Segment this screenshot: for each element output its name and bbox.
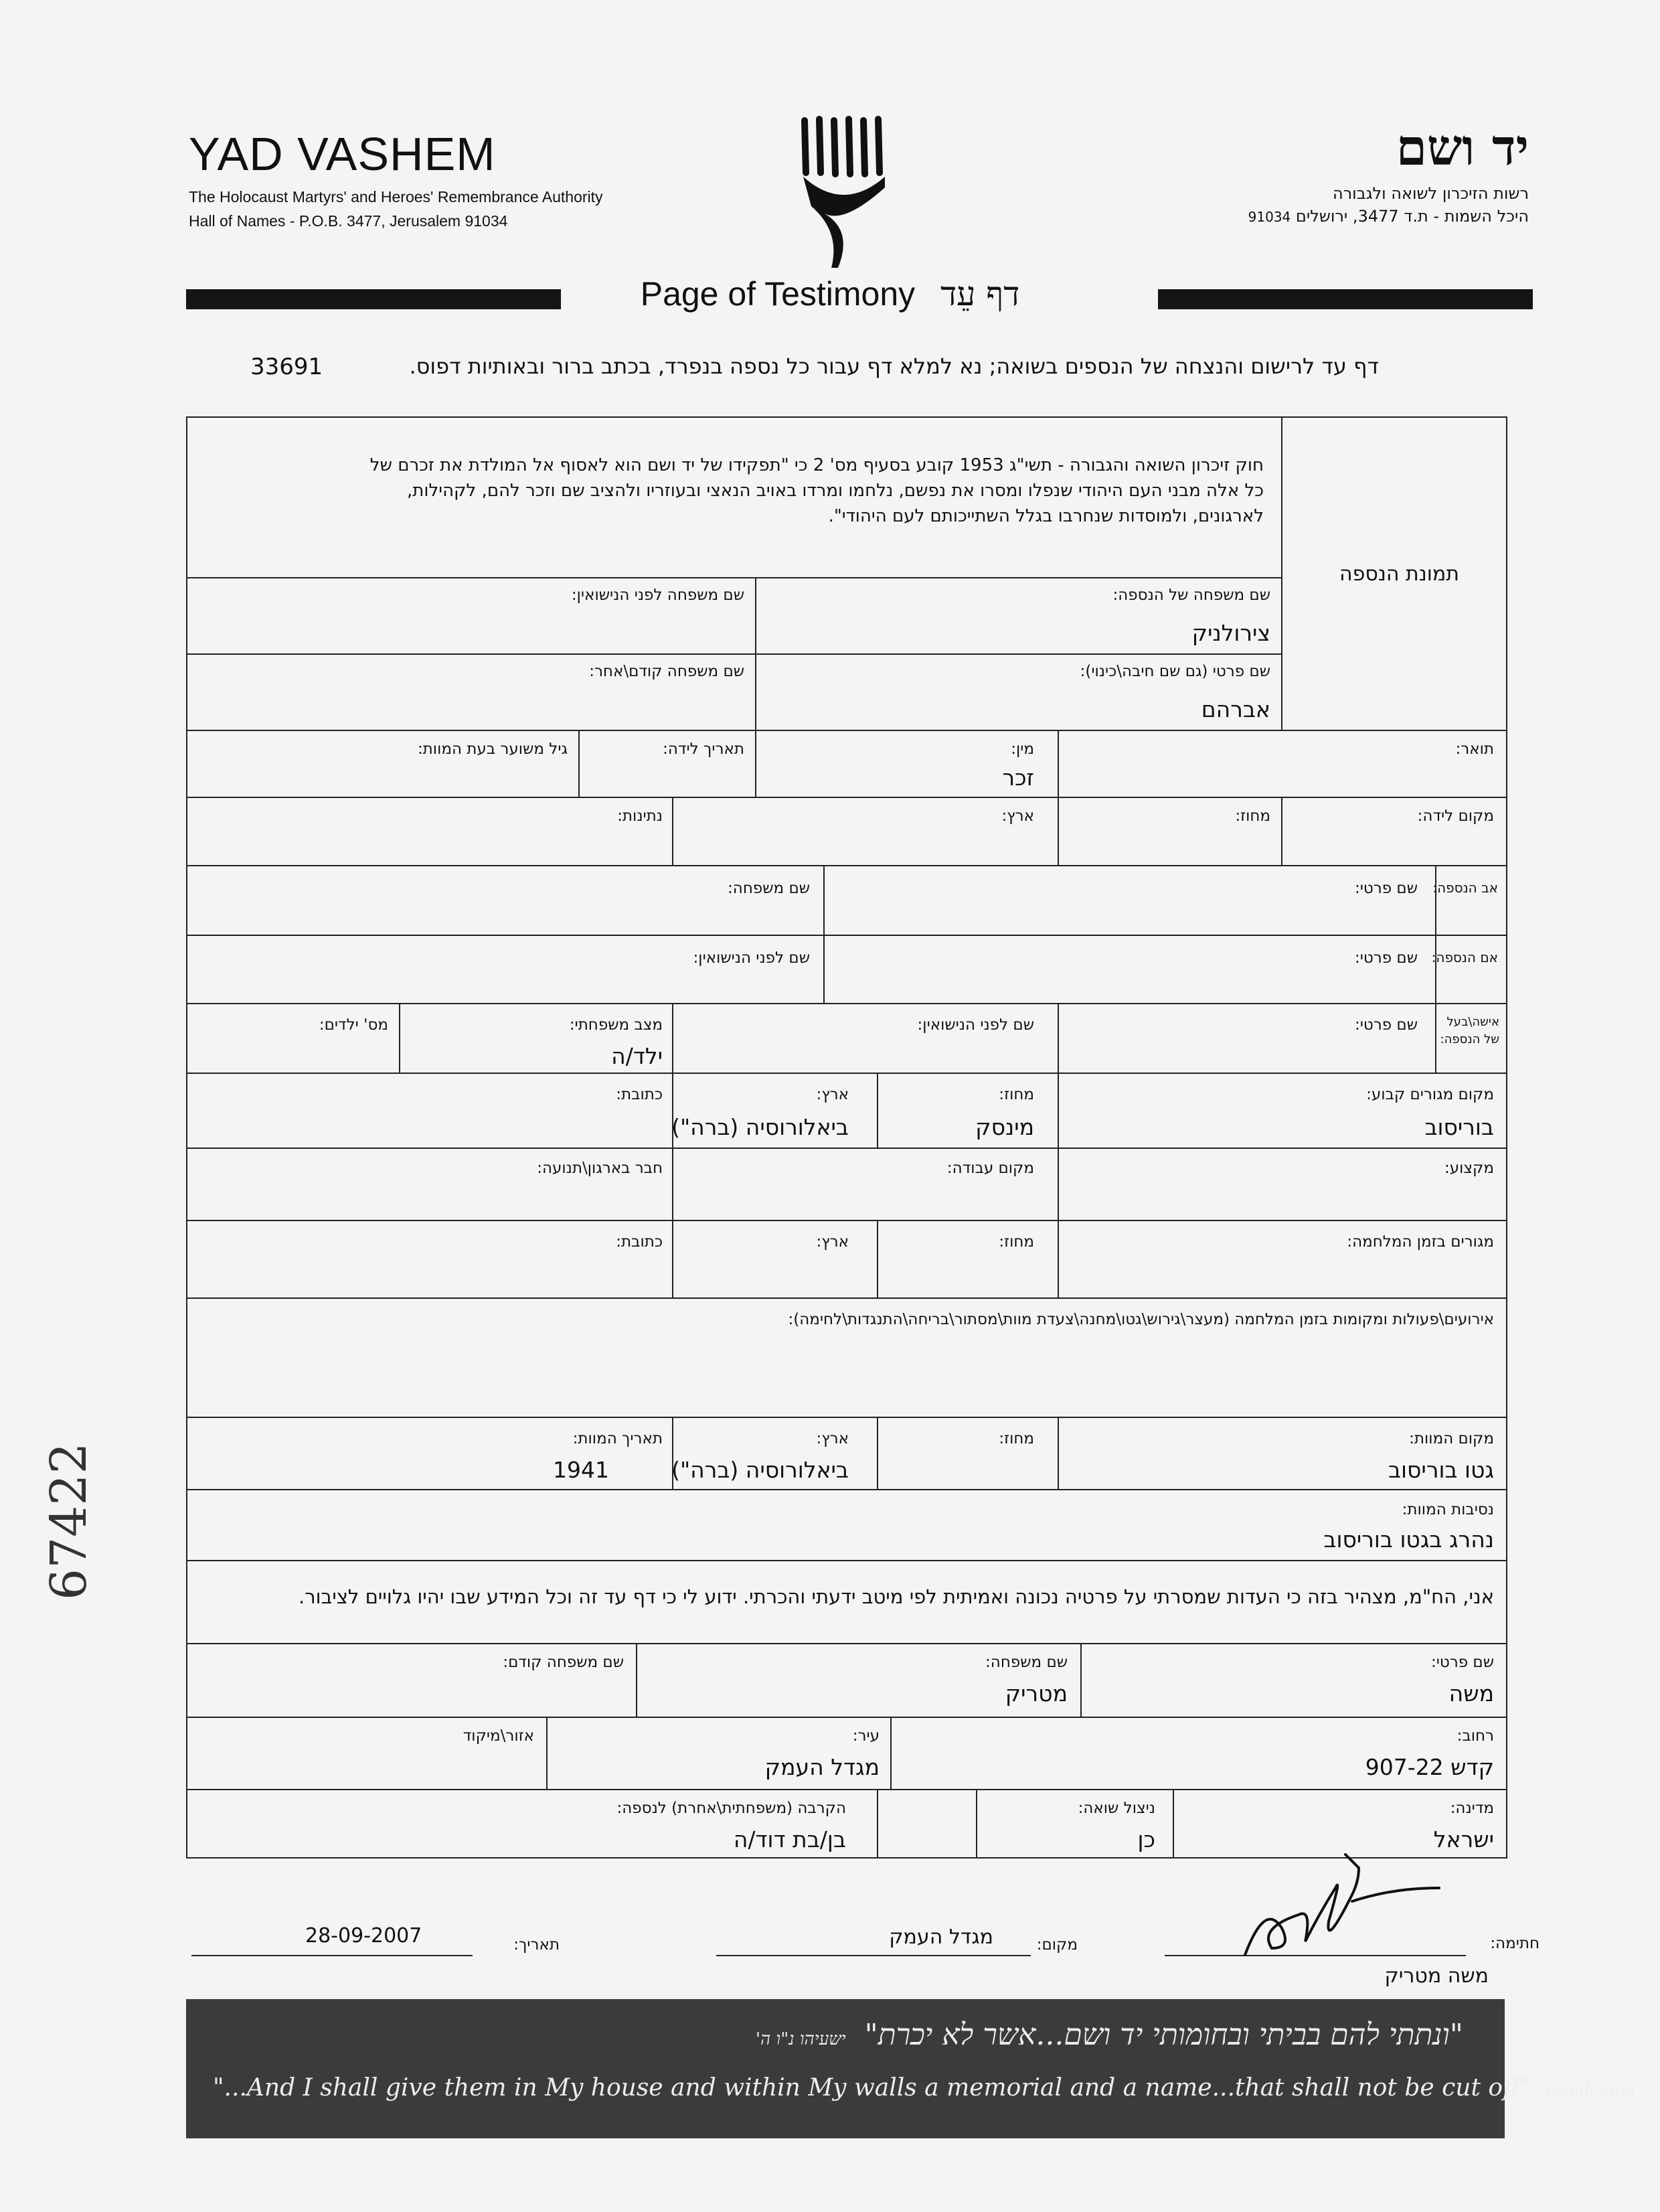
declaration-text: אני, הח"מ, מצהיר בזה כי העדות שמסרתי על פרטיה נכונה ואמיתית לפי מיטב ידעתי והכרתי. ידוע לי כי דף עד זה וכל המידע שבו יהיו גלויים לציבור. bbox=[298, 1585, 1494, 1608]
profession-label: מקצוע: bbox=[1444, 1160, 1494, 1177]
yad-vashem-en-title: YAD VASHEM bbox=[189, 128, 496, 180]
num-children-label: מס' ילדים: bbox=[319, 1016, 388, 1034]
permanent-residence-label: מקום מגורים קבוע: bbox=[1366, 1086, 1494, 1103]
witness-first-name-label: שם פרטי: bbox=[1430, 1654, 1494, 1671]
death-region-label: מחוז: bbox=[999, 1430, 1034, 1447]
date-label: תאריך: bbox=[513, 1936, 560, 1954]
photo-label: תמונת הנספה bbox=[1339, 562, 1459, 586]
margin-handwritten-number: 67422 bbox=[40, 1442, 98, 1600]
law-line-2: כל אלה מבני העם היהודי שנפלו ומסרו את נפשם, נלחמו ומרדו באויב הנאצי ובעוזריו ולהציב שם וזכר להם, לקהילות, bbox=[407, 481, 1264, 501]
father-first-name-label: שם פרטי: bbox=[1354, 880, 1418, 897]
gender-label: מין: bbox=[1011, 740, 1034, 758]
instructions: דף עד לרישום והנצחה של הנספים בשואה; נא למלא דף עבור כל נספה בנפרד, בכתב ברור ובאותיות דפוס. bbox=[409, 353, 1379, 379]
marital-status-label: מצב משפחתי: bbox=[569, 1016, 663, 1034]
signature-label: חתימה: bbox=[1490, 1935, 1540, 1952]
res-region-value[interactable]: מינסק bbox=[975, 1114, 1034, 1140]
sign-place-value[interactable]: מגדל העמק bbox=[889, 1925, 993, 1949]
prev-last-name-label: שם משפחה קודם\אחר: bbox=[589, 663, 744, 680]
quote-he-text: "ונתתי להם בביתי ובחומותי יד ושם...אשר לא יכרת" bbox=[864, 2018, 1463, 2052]
birth-country-label: ארץ: bbox=[1001, 807, 1034, 825]
he-address-text: היכל השמות - ת.ד 3477, ירושלים bbox=[1295, 207, 1529, 226]
law-line-3: לארגונים, ולמוסדות שנחרבו בגלל השתייכותם לעם היהודי". bbox=[828, 506, 1264, 526]
quote-he bbox=[756, 2018, 1463, 2052]
spouse-label-line-2: של הנספה: bbox=[1440, 1032, 1499, 1046]
yad-vashem-he-title: יד ושם bbox=[1396, 119, 1529, 177]
witness-prev-name-label: שם משפחה קודם: bbox=[503, 1654, 624, 1671]
place-label: מקום: bbox=[1036, 1936, 1078, 1954]
organization-label: חבר בארגון\תנועה: bbox=[537, 1160, 663, 1177]
spouse-label-line-1: אישה\בעל bbox=[1446, 1015, 1499, 1029]
relation-value[interactable]: בן/בת דוד/ה bbox=[733, 1826, 846, 1852]
date-line bbox=[191, 1955, 473, 1956]
en-authority-line: The Holocaust Martyrs' and Heroes' Remembrance Authority bbox=[189, 188, 603, 206]
quote-banner bbox=[186, 1999, 1636, 2138]
relation-label: הקרבה (משפחתית\אחרת) לנספה: bbox=[616, 1800, 846, 1817]
wartime-region-label: מחוז: bbox=[999, 1233, 1034, 1251]
nationality-label: נתינות: bbox=[617, 807, 663, 825]
quote-en-text: "...And I shall give them in My house and within My walls a memorial and a name...that shall not be cut off" bbox=[213, 2074, 1531, 2102]
area-code-label: אזור\מיקוד bbox=[463, 1727, 534, 1745]
age-at-death-label: גיל משוער בעת המוות: bbox=[417, 740, 568, 758]
death-place-value[interactable]: גטו בוריסוב bbox=[1388, 1457, 1494, 1483]
workplace-label: מקום עבודה: bbox=[946, 1160, 1034, 1177]
witness-last-name-value[interactable]: מטריק bbox=[1005, 1680, 1068, 1707]
birth-place-label: מקום לידה: bbox=[1417, 807, 1494, 825]
street-value[interactable]: קדש 907-22 bbox=[1365, 1754, 1494, 1780]
maiden-name-label: שם משפחה לפני הנישואין: bbox=[571, 586, 744, 604]
country-label: מדינה: bbox=[1450, 1800, 1494, 1817]
page-title-en: Page of Testimony bbox=[640, 275, 916, 313]
he-address-line bbox=[1248, 205, 1529, 228]
he-authority-line: רשות הזיכרון לשואה ולגבורה bbox=[1332, 184, 1529, 203]
quote-en bbox=[213, 2074, 1636, 2102]
death-country-label: ארץ: bbox=[816, 1430, 849, 1447]
he-zip: 91034 bbox=[1248, 209, 1291, 225]
victim-last-name-value[interactable]: צירולניק bbox=[1191, 620, 1270, 646]
form-number: 33691 bbox=[250, 353, 323, 380]
spouse-label bbox=[1440, 1014, 1499, 1048]
wartime-residence-label: מגורים בזמן המלחמה: bbox=[1347, 1233, 1494, 1251]
page-title bbox=[0, 274, 1660, 313]
birth-date-label: תאריך לידה: bbox=[663, 740, 744, 758]
death-date-value[interactable]: 1941 bbox=[553, 1457, 609, 1483]
witness-first-name-value[interactable]: משה bbox=[1448, 1680, 1494, 1707]
city-label: עיר: bbox=[852, 1727, 880, 1745]
father-label: אב הנספה: bbox=[1432, 880, 1498, 896]
death-circumstances-label: נסיבות המוות: bbox=[1402, 1501, 1494, 1518]
mother-maiden-name-label: שם לפני הנישואין: bbox=[693, 949, 810, 967]
witness-last-name-label: שם משפחה: bbox=[985, 1654, 1068, 1671]
survivor-label: ניצול שואה: bbox=[1078, 1800, 1155, 1817]
country-value[interactable]: ישראל bbox=[1433, 1826, 1494, 1852]
gender-value[interactable]: זכר bbox=[1002, 765, 1034, 791]
death-circumstances-value[interactable]: נהרג בגטו בוריסוב bbox=[1323, 1526, 1494, 1553]
title-label: תואר: bbox=[1455, 740, 1494, 758]
law-text bbox=[186, 453, 1264, 529]
permanent-residence-city[interactable]: בוריסוב bbox=[1424, 1114, 1494, 1140]
res-country-value[interactable]: ביאלורוסיה (ברה") bbox=[671, 1114, 849, 1140]
death-date-label: תאריך המוות: bbox=[572, 1430, 663, 1447]
quote-he-ref: ישעיהו נ"ו ה' bbox=[755, 2029, 846, 2049]
mother-label: אם הנספה: bbox=[1431, 949, 1498, 965]
marital-status-value[interactable]: ילד/ה bbox=[611, 1043, 663, 1069]
birth-region-label: מחוז: bbox=[1235, 807, 1270, 825]
street-label: רחוב: bbox=[1457, 1727, 1494, 1745]
survivor-value[interactable]: כן bbox=[1137, 1826, 1155, 1852]
wartime-country-label: ארץ: bbox=[816, 1233, 849, 1251]
yad-vashem-logo-icon bbox=[797, 112, 890, 270]
he-subtitle bbox=[1248, 182, 1529, 228]
testimony-form bbox=[186, 416, 1507, 1859]
death-country-value[interactable]: ביאלורוסיה (ברה") bbox=[671, 1457, 849, 1483]
en-subtitle bbox=[189, 185, 603, 233]
place-line bbox=[716, 1955, 1031, 1956]
city-value[interactable]: מגדל העמק bbox=[764, 1754, 880, 1780]
res-region-label: מחוז: bbox=[999, 1086, 1034, 1103]
res-address-label: כתובת: bbox=[616, 1086, 663, 1103]
victim-first-name-value[interactable]: אברהם bbox=[1201, 696, 1270, 722]
wartime-address-label: כתובת: bbox=[616, 1233, 663, 1251]
page-title-he: דף עֵד bbox=[940, 274, 1020, 313]
quote-en-ref: Isaiah 56:5 bbox=[1545, 2081, 1636, 2100]
mother-first-name-label: שם פרטי: bbox=[1354, 949, 1418, 967]
law-line-1: חוק זיכרון השואה והגבורה - תשי"ג 1953 קובע בסעיף מס' 2 כי "תפקידו של יד ושם הוא לאסוף אל המולדת את זכרם של bbox=[369, 455, 1264, 475]
sign-date-value[interactable]: 28-09-2007 bbox=[305, 1924, 422, 1948]
victim-last-name-label: שם משפחה של הנספה: bbox=[1112, 586, 1270, 604]
spouse-maiden-label: שם לפני הנישואין: bbox=[917, 1016, 1034, 1034]
en-address-line: Hall of Names - P.O.B. 3477, Jerusalem 91034 bbox=[189, 212, 508, 230]
death-place-label: מקום המוות: bbox=[1409, 1430, 1494, 1447]
father-last-name-label: שם משפחה: bbox=[728, 880, 810, 897]
victim-first-name-label: שם פרטי (גם שם חיבה\כינוי): bbox=[1080, 663, 1270, 680]
events-label: אירועים\פעולות ומקומות בזמן המלחמה (מעצר\גירוש\גטו\מחנה\צעדת מוות\מסתור\בריחה\התנגדות\לחימה): bbox=[788, 1311, 1494, 1328]
signer-name: משה מטריק bbox=[1384, 1964, 1489, 1988]
res-country-label: ארץ: bbox=[816, 1086, 849, 1103]
spouse-first-name-label: שם פרטי: bbox=[1354, 1016, 1418, 1034]
signature-mark-icon bbox=[1218, 1848, 1446, 1975]
